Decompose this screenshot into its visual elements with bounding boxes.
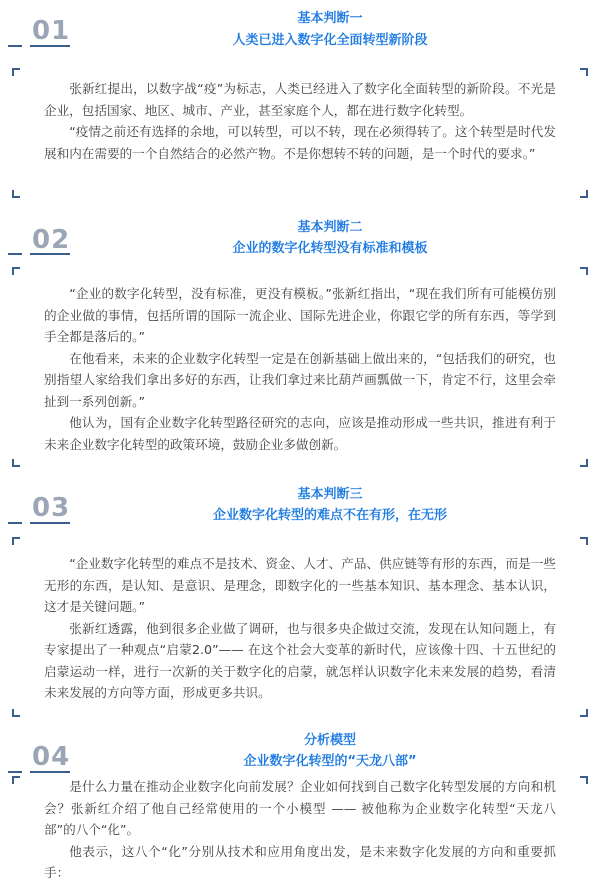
corner-bracket bbox=[12, 68, 20, 76]
text-frame bbox=[12, 537, 588, 717]
paragraph: “企业数字化转型的难点不是技术、资金、人才、产品、供应链等有形的东西，而是一些无形的东西，是认知、是意识、是理念，即数字化的一些基本知识、基本理念、基本认识，这才是关键问题。” bbox=[44, 556, 556, 614]
corner-bracket bbox=[12, 190, 20, 198]
section-number: 02 bbox=[32, 225, 71, 255]
number-underline bbox=[8, 522, 22, 524]
corner-bracket bbox=[12, 267, 20, 275]
section-title: 企业数字化转型的难点不在有形，在无形 bbox=[212, 508, 447, 523]
section-label: 基本判断二 bbox=[297, 220, 363, 235]
paragraph: “企业的数字化转型，没有标准，更没有模板。”张新红指出，“现在我们所有可能模仿别的企业做的事情，包括所谓的国际一流企业、国际先进企业，你跟它学的所有东西，等学到手全都是落后的。” bbox=[44, 286, 556, 344]
section-01 bbox=[0, 0, 603, 205]
section-label: 基本判断一 bbox=[297, 11, 363, 26]
paragraph: 张新红提出，以数字战“疫”为标志，人类已经进入了数字化全面转型的新阶段。不光是企业，包括国家、地区、城市、产业，甚至家庭个人，都在进行数字化转型。 bbox=[44, 81, 556, 118]
number-underline bbox=[8, 45, 22, 47]
corner-bracket bbox=[580, 459, 588, 467]
corner-bracket bbox=[580, 537, 588, 545]
section-number: 03 bbox=[32, 493, 71, 523]
corner-bracket bbox=[12, 709, 20, 717]
corner-bracket bbox=[580, 190, 588, 198]
paragraph: “疫情之前还有选择的余地，可以转型，可以不转，现在必须得转了。这个转型是时代发展和内在需要的一个自然结合的必然产物。不是你想转不转的问题，是一个时代的要求。” bbox=[44, 124, 556, 161]
section-title: 企业的数字化转型没有标准和模板 bbox=[232, 241, 428, 256]
corner-bracket bbox=[580, 776, 588, 784]
section-number: 01 bbox=[32, 16, 71, 46]
section-title: 企业数字化转型的“天龙八部” bbox=[243, 754, 417, 769]
paragraph: 他认为，国有企业数字化转型路径研究的志向，应该是推动形成一些共识，推进有利于未来企业数字化转型的政策环境，鼓励企业多做创新。 bbox=[44, 415, 556, 452]
section-number: 04 bbox=[32, 742, 71, 772]
number-underline bbox=[8, 253, 22, 255]
text-frame bbox=[12, 267, 588, 467]
paragraph: 在他看来，未来的企业数字化转型一定是在创新基础上做出来的，“包括我们的研究，也别指望人家给我们拿出多好的东西，让我们拿过来比葫芦画瓢做一下，肯定不行，这里会牵扯到一系列创新。” bbox=[44, 350, 556, 409]
section-label: 分析模型 bbox=[303, 733, 356, 748]
corner-bracket bbox=[580, 267, 588, 275]
section-04 bbox=[0, 730, 603, 892]
corner-bracket bbox=[580, 68, 588, 76]
section-title: 人类已进入数字化全面转型新阶段 bbox=[232, 33, 428, 48]
paragraph: 张新红透露，他到很多企业做了调研，也与很多央企做过交流，发现在认知问题上，有专家提出了一种观点“启蒙2.0”—— 在这个社会大变革的新时代，应该像十四、十五世纪的启蒙运动一样，进行一次新的关于数字化的启蒙，就怎样认识数字化未来发展的趋势，看清未来发展的方向等方面，形成更多共识。 bbox=[44, 620, 556, 700]
corner-bracket bbox=[12, 537, 20, 545]
number-underline bbox=[8, 771, 22, 773]
corner-bracket bbox=[580, 709, 588, 717]
paragraph: 他表示，这八个“化”分别从技术和应用角度出发，是未来数字化发展的方向和重要抓手： bbox=[44, 843, 556, 880]
text-frame bbox=[12, 68, 588, 198]
paragraph: 是什么力量在推动企业数字化向前发展？企业如何找到自己数字化转型发展的方向和机会？张新红介绍了他自己经常使用的一个小模型 —— 被他称为企业数字化转型“天龙八部”的八个“化”。 bbox=[44, 779, 556, 837]
corner-bracket bbox=[12, 459, 20, 467]
section-03 bbox=[0, 475, 603, 730]
section-02 bbox=[0, 205, 603, 475]
corner-bracket bbox=[12, 776, 20, 784]
section-label: 基本判断三 bbox=[297, 487, 363, 502]
